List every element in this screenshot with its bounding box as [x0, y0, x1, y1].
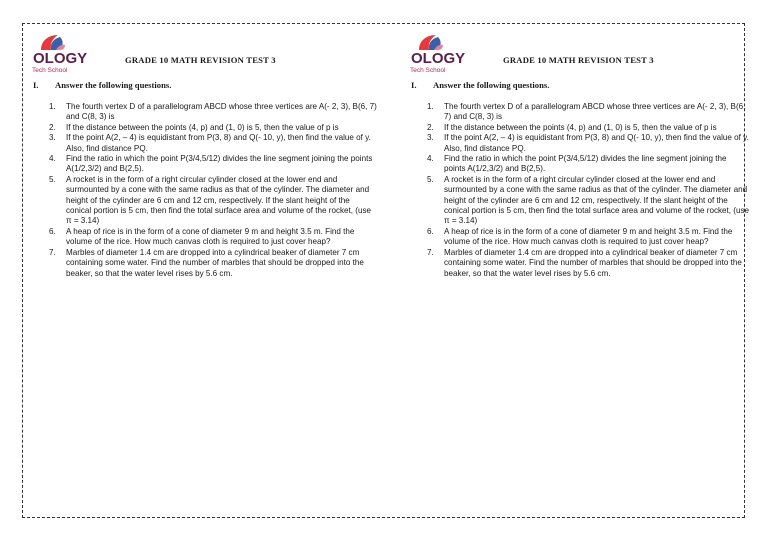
- question-number: 1.: [49, 102, 56, 111]
- school-logo: [32, 33, 88, 74]
- question-text: If the point A(2, – 4) is equidistant from P(3, 8) and Q(- 10, y), then find the value of y. Also, find distance PQ.: [66, 133, 371, 153]
- section-instruction: Answer the following questions.: [55, 80, 172, 90]
- question-item: [410, 102, 750, 123]
- section-number: I.: [33, 80, 39, 90]
- question-text: The fourth vertex D of a parallelogram ABCD whose three vertices are A(- 2, 3), B(6, 7) and C(8, 3) is: [66, 102, 377, 122]
- question-number: 3.: [49, 133, 56, 143]
- question-list: [410, 102, 750, 279]
- question-item: [410, 133, 750, 154]
- question-item: [410, 154, 750, 175]
- question-item: [32, 248, 377, 279]
- logo-subtitle: Tech School: [410, 67, 446, 74]
- question-text: A rocket is in the form of a right circular cylinder closed at the lower end and surmounted by a cone with the same radius as that of the cylinder. The diameter and height of the cylinder are 6 cm and 12 cm, respectively. If the slant height of the conical portion is 5 cm, then find the total surface area and volume of the rocket, (use π = 3.14): [444, 174, 750, 226]
- section-number: I.: [411, 80, 417, 90]
- question-item: [32, 227, 377, 248]
- question-item: [410, 227, 750, 248]
- question-text: Marbles of diameter 1.4 cm are dropped into a cylindrical beaker of diameter 7 cm containing some water. Find the number of marbles that should be dropped into the beaker, so that the water level rises by 5.6 cm.: [66, 247, 364, 278]
- question-text: A heap of rice is in the form of a cone of diameter 9 m and height 3.5 m. Find the volume of the rice. How much canvas cloth is required to just cover heap?: [66, 226, 355, 247]
- test-title: GRADE 10 MATH REVISION TEST 3: [125, 55, 276, 65]
- question-text: If the point A(2, – 4) is equidistant from P(3, 8) and Q(- 10, y), then find the value of y. Also, find distance PQ.: [444, 133, 749, 153]
- test-copy-left: [32, 24, 377, 517]
- section-heading: [33, 80, 171, 90]
- test-title: GRADE 10 MATH REVISION TEST 3: [503, 55, 654, 65]
- question-item: [410, 123, 750, 133]
- question-text: If the distance between the points (4, p) and (1, 0) is 5, then the value of p is: [444, 122, 717, 132]
- question-item: [32, 123, 377, 133]
- worksheet-page: [22, 23, 750, 518]
- section-heading: [411, 80, 549, 90]
- logo-wordmark: OLOGY: [33, 50, 88, 67]
- question-number: 2.: [49, 122, 56, 132]
- question-number: 2.: [427, 122, 434, 132]
- question-list: [32, 102, 377, 279]
- question-text: The fourth vertex D of a parallelogram ABCD whose three vertices are A(- 2, 3), B(6, 7) and C(8, 3) is: [444, 102, 746, 122]
- question-text: Find the ratio in which the point P(3/4,5/12) divides the line segment joining the points A(1/2,3/2) and B(2,5).: [66, 154, 373, 174]
- question-item: [32, 133, 377, 154]
- school-logo: [410, 33, 466, 74]
- question-item: [410, 175, 750, 227]
- question-item: [32, 154, 377, 175]
- question-text: If the distance between the points (4, p) and (1, 0) is 5, then the value of p is: [66, 122, 339, 132]
- question-number: 3.: [427, 133, 434, 143]
- question-text: Find the ratio in which the point P(3/4,5/12) divides the line segment joining the points A(1/2,3/2) and B(2,5).: [444, 154, 727, 174]
- logo-subtitle: Tech School: [32, 67, 68, 74]
- question-number: 5.: [49, 174, 56, 184]
- question-number: 7.: [427, 247, 434, 257]
- question-text: Marbles of diameter 1.4 cm are dropped into a cylindrical beaker of diameter 7 cm containing some water. Find the number of marbles that should be dropped into the beaker, so that the water level rises by 5.6 cm.: [444, 247, 742, 278]
- question-number: 4.: [49, 154, 56, 164]
- question-number: 7.: [49, 247, 56, 257]
- question-number: 6.: [49, 226, 56, 236]
- question-number: 4.: [427, 154, 434, 164]
- question-text: A rocket is in the form of a right circular cylinder closed at the lower end and surmounted by a cone with the same radius as that of the cylinder. The diameter and height of the cylinder are 6 cm and 12 cm, respectively. If the slant height of the conical portion is 5 cm, then find the total surface area and volume of the rocket, (use π = 3.14): [66, 174, 372, 226]
- question-number: 6.: [427, 226, 434, 236]
- question-number: 1.: [427, 102, 434, 111]
- test-copy-right: [410, 24, 755, 517]
- question-item: [32, 102, 377, 123]
- question-text: A heap of rice is in the form of a cone of diameter 9 m and height 3.5 m. Find the volume of the rice. How much canvas cloth is required to just cover heap?: [444, 226, 733, 247]
- question-item: [32, 175, 377, 227]
- question-number: 5.: [427, 174, 434, 184]
- logo-wordmark: OLOGY: [411, 50, 466, 67]
- question-item: [410, 248, 750, 279]
- section-instruction: Answer the following questions.: [433, 80, 550, 90]
